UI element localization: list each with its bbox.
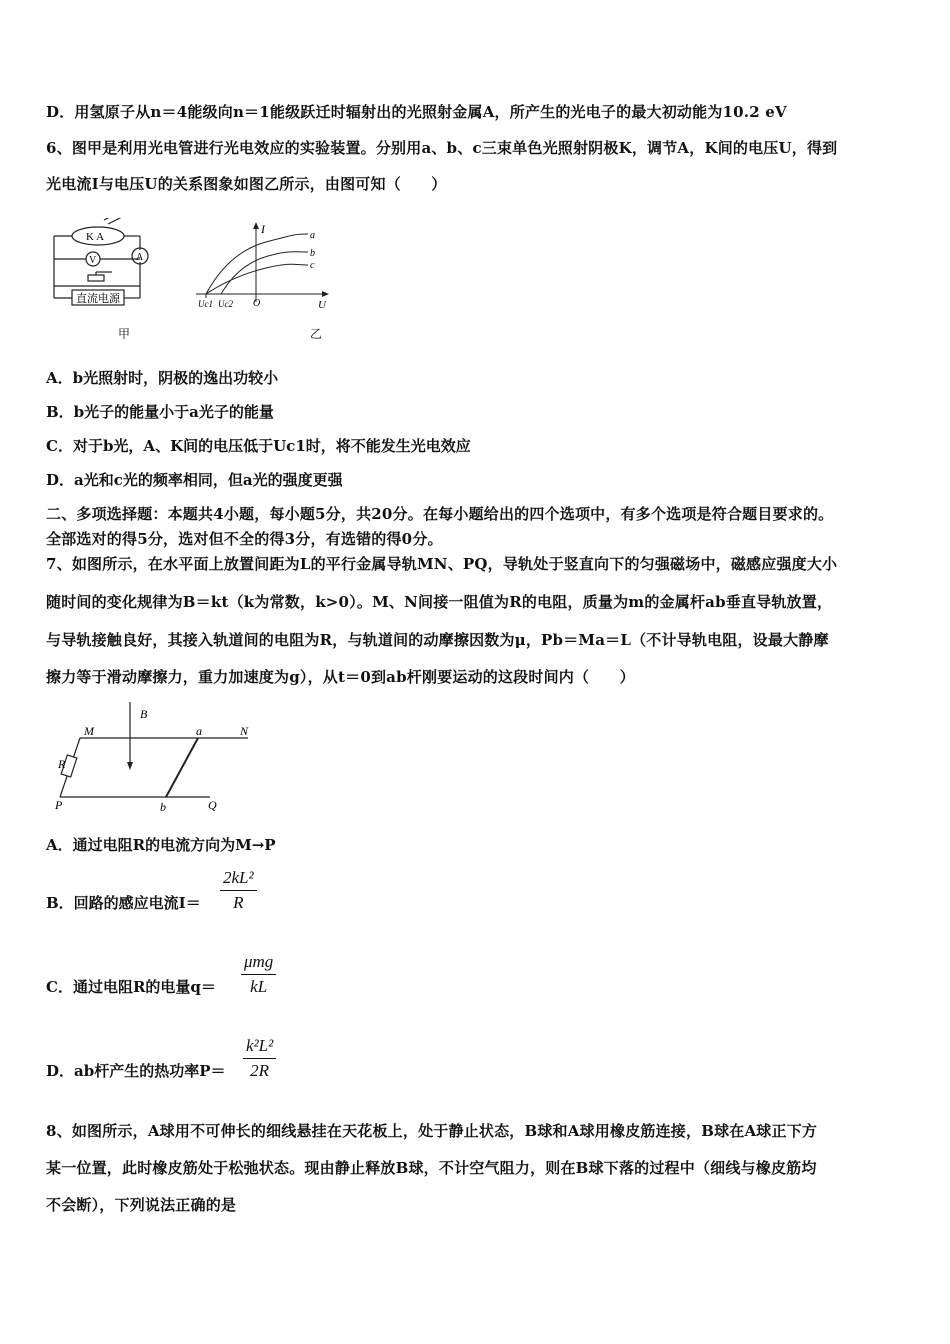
q8-stem-line3: 不会断），下列说法正确的是	[46, 1196, 237, 1214]
q6-curve-b-label: b	[310, 248, 315, 259]
q6-power-label: 直流电源	[76, 293, 120, 305]
q8-stem-line1: 8、如图所示，A球用不可伸长的细线悬挂在天花板上，处于静止状态，B球和A球用橡皮筋连接，B球在A球正下方	[46, 1122, 818, 1140]
q6-option-c: C．对于b光，A、K间的电压低于Uc1时，将不能发生光电效应	[46, 437, 471, 455]
q7-option-b-numerator: 2kL²	[223, 868, 254, 887]
q7-option-b-fraction	[220, 868, 257, 913]
q6-curve-c-label: c	[310, 260, 315, 271]
section2-line1: 二、多项选择题：本题共4小题，每小题5分，共20分。在每小题给出的四个选项中，有多个选项是符合题目要求的。	[46, 505, 834, 523]
q7-label-r: R	[58, 757, 66, 771]
q7-label-b-field: B	[140, 707, 148, 721]
q6-uc1-label: Uc1	[198, 299, 213, 309]
q6-option-a: A．b光照射时，阴极的逸出功较小	[46, 369, 279, 387]
q6-curve-a-label: a	[310, 230, 315, 241]
q7-option-d: D．ab杆产生的热功率P＝	[46, 1062, 226, 1080]
q7-label-n: N	[240, 724, 249, 738]
q6-option-b: B．b光子的能量小于a光子的能量	[46, 403, 274, 421]
q7-option-d-fraction	[243, 1036, 276, 1081]
q6-stem-line1: 6、图甲是利用光电管进行光电效应的实验装置。分别用a、b、c三束单色光照射阴极K，调节A，K间的电压U，得到	[46, 139, 838, 157]
q7-option-c-fraction	[241, 952, 276, 997]
q7-label-q: Q	[208, 798, 217, 812]
q6-figure-jia	[50, 218, 160, 313]
q6-origin: O	[253, 298, 261, 309]
q7-option-c: C．通过电阻R的电量q＝	[46, 978, 216, 996]
q7-stem-line3: 与导轨接触良好，其接入轨道间的电阻为R，与轨道间的动摩擦因数为μ，Pb＝Ma＝L（不计导轨电阻，设最大静摩	[46, 631, 829, 649]
q7-stem-line4: 擦力等于滑动摩擦力，重力加速度为g），从t＝0到ab杆刚要运动的这段时间内（ ）	[46, 668, 635, 686]
q6-caption-jia: 甲	[118, 327, 131, 341]
q6-figure-yi	[196, 222, 336, 314]
q7-stem-line2: 随时间的变化规律为B＝kt（k为常数，k>0）。M、N间接一阻值为R的电阻，质量为m的金属杆ab垂直导轨放置，	[46, 593, 833, 611]
q6-uc2-label: Uc2	[218, 299, 233, 309]
q7-label-b-end: b	[160, 800, 166, 814]
q6-caption-yi: 乙	[310, 327, 323, 341]
q6-option-d: D．a光和c光的频率相同，但a光的强度更强	[46, 471, 343, 489]
q8-stem-line2: 某一位置，此时橡皮筋处于松弛状态。现由静止释放B球，不计空气阻力，则在B球下落的过程中（细线与橡皮筋均	[46, 1159, 817, 1177]
section2-line2: 全部选对的得5分，选对但不全的得3分，有选错的得0分。	[46, 530, 443, 548]
q7-option-c-denominator: kL	[250, 977, 268, 996]
q7-label-m: M	[84, 724, 94, 738]
q6-tube-label: K A	[86, 231, 105, 243]
q7-option-b-denominator: R	[233, 893, 244, 912]
q7-figure	[52, 700, 262, 815]
q6-axis-u: U	[318, 299, 326, 311]
q6-axis-i: I	[261, 222, 265, 236]
q7-option-b: B．回路的感应电流I＝	[46, 894, 201, 912]
q7-option-c-numerator: μmg	[244, 952, 274, 971]
q7-label-p: P	[55, 798, 63, 812]
q6-stem-line2: 光电流I与电压U的关系图象如图乙所示，由图可知（ ）	[46, 175, 447, 193]
q5-option-d: D．用氢原子从n＝4能级向n＝1能级跃迁时辐射出的光照射金属A，所产生的光电子的最大初动能为10.2 eV	[46, 103, 787, 121]
q6-ammeter-label: A	[136, 252, 144, 263]
q7-option-d-numerator: k²L²	[246, 1036, 274, 1055]
q6-voltmeter-label: V	[89, 255, 97, 266]
q7-label-a: a	[196, 724, 202, 738]
q7-option-a: A．通过电阻R的电流方向为M→P	[46, 836, 276, 854]
q7-stem-line1: 7、如图所示，在水平面上放置间距为L的平行金属导轨MN、PQ，导轨处于竖直向下的匀强磁场中，磁感应强度大小	[46, 555, 838, 573]
q7-option-d-denominator: 2R	[250, 1061, 270, 1080]
